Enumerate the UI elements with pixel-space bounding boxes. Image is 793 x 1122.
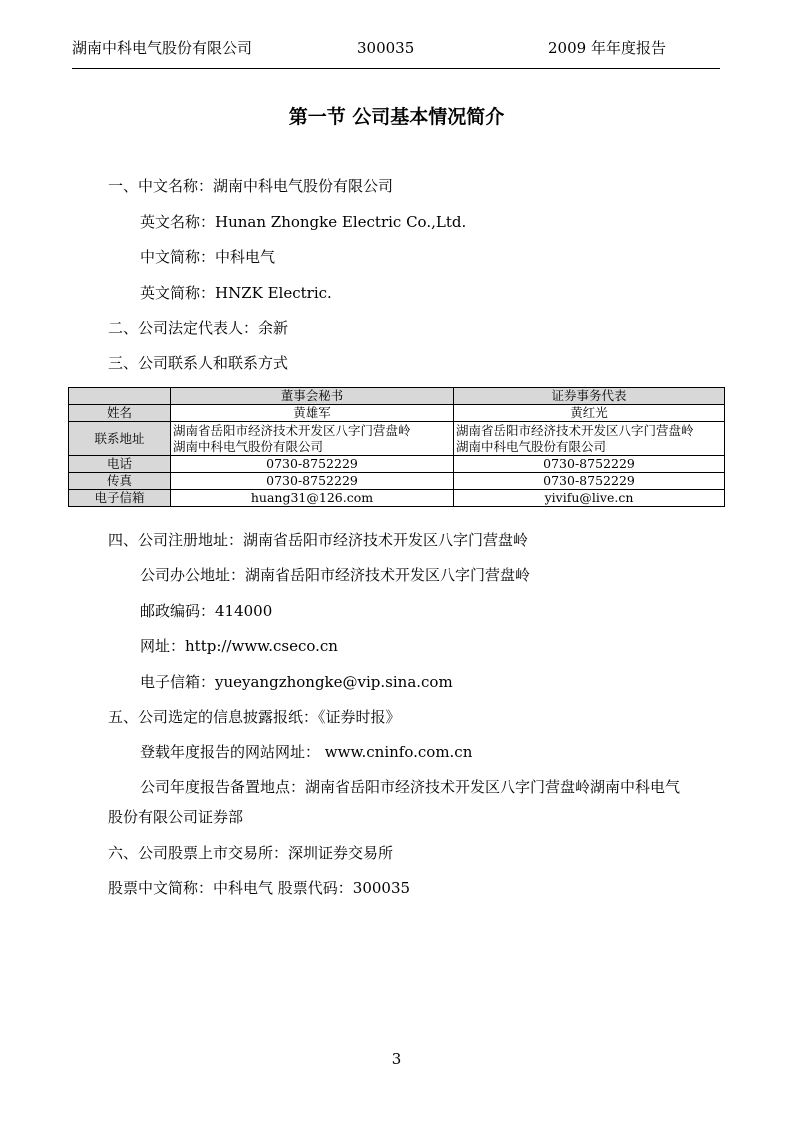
report-website-line: 登载年度报告的网站网址： www.cninfo.com.cn — [140, 743, 473, 761]
row-label: 姓名 — [69, 405, 171, 422]
row-label: 传真 — [69, 473, 171, 490]
contact-table — [68, 387, 725, 507]
address-line: 湖南省岳阳市经济技术开发区八字门营盘岭 — [173, 422, 411, 438]
report-location-line-continued: 股份有限公司证券部 — [108, 808, 244, 826]
table-row — [69, 473, 725, 490]
table-cell: 0730-8752229 — [454, 473, 725, 490]
table-cell — [171, 422, 454, 456]
website-line: 网址：http://www.cseco.cn — [140, 637, 338, 655]
contact-heading: 三、公司联系人和联系方式 — [108, 354, 289, 372]
table-cell: 0730-8752229 — [171, 456, 454, 473]
table-row — [69, 490, 725, 507]
header-report-title: 2009 年年度报告 — [548, 39, 666, 57]
postcode-line: 邮政编码：414000 — [140, 602, 273, 620]
registered-address-line: 四、公司注册地址：湖南省岳阳市经济技术开发区八字门营盘岭 — [108, 531, 529, 549]
section-title: 第一节 公司基本情况简介 — [288, 106, 505, 128]
table-row — [69, 456, 725, 473]
address-line: 湖南省岳阳市经济技术开发区八字门营盘岭 — [456, 422, 694, 438]
table-corner-cell — [69, 388, 171, 405]
header-securities-rep: 证券事务代表 — [454, 388, 725, 405]
header-divider — [72, 68, 720, 69]
table-cell: 黄雄军 — [171, 405, 454, 422]
stock-exchange-line: 六、公司股票上市交易所：深圳证券交易所 — [108, 844, 394, 862]
table-cell: yivifu@live.cn — [454, 490, 725, 507]
english-short-name-line: 英文简称：HNZK Electric. — [140, 284, 332, 302]
english-name-line: 英文名称：Hunan Zhongke Electric Co.,Ltd. — [140, 213, 467, 231]
address-line: 湖南中科电气股份有限公司 — [456, 438, 607, 454]
report-location-line: 公司年度报告备置地点：湖南省岳阳市经济技术开发区八字门营盘岭湖南中科电气 — [140, 778, 681, 796]
address-line: 湖南中科电气股份有限公司 — [173, 438, 324, 454]
chinese-short-name-line: 中文简称：中科电气 — [140, 248, 276, 266]
office-address-line: 公司办公地址：湖南省岳阳市经济技术开发区八字门营盘岭 — [140, 566, 531, 584]
legal-representative-line: 二、公司法定代表人：余新 — [108, 319, 289, 337]
row-label: 联系地址 — [69, 422, 171, 456]
header-company: 湖南中科电气股份有限公司 — [72, 39, 253, 57]
stock-code-line: 股票中文简称：中科电气 股票代码：300035 — [108, 879, 411, 897]
table-header-row — [69, 388, 725, 405]
header-stock-code: 300035 — [357, 39, 415, 57]
newspaper-line: 五、公司选定的信息披露报纸：《证券时报》 — [108, 708, 401, 726]
table-row — [69, 422, 725, 456]
header-secretary: 董事会秘书 — [171, 388, 454, 405]
email-line: 电子信箱：yueyangzhongke@vip.sina.com — [140, 673, 453, 691]
table-row — [69, 405, 725, 422]
row-label: 电子信箱 — [69, 490, 171, 507]
table-cell: 0730-8752229 — [171, 473, 454, 490]
table-cell: 0730-8752229 — [454, 456, 725, 473]
table-cell — [454, 422, 725, 456]
table-cell: huang31@126.com — [171, 490, 454, 507]
chinese-name-line: 一、中文名称：湖南中科电气股份有限公司 — [108, 177, 394, 195]
page-number: 3 — [391, 1050, 402, 1068]
row-label: 电话 — [69, 456, 171, 473]
table-cell: 黄红光 — [454, 405, 725, 422]
